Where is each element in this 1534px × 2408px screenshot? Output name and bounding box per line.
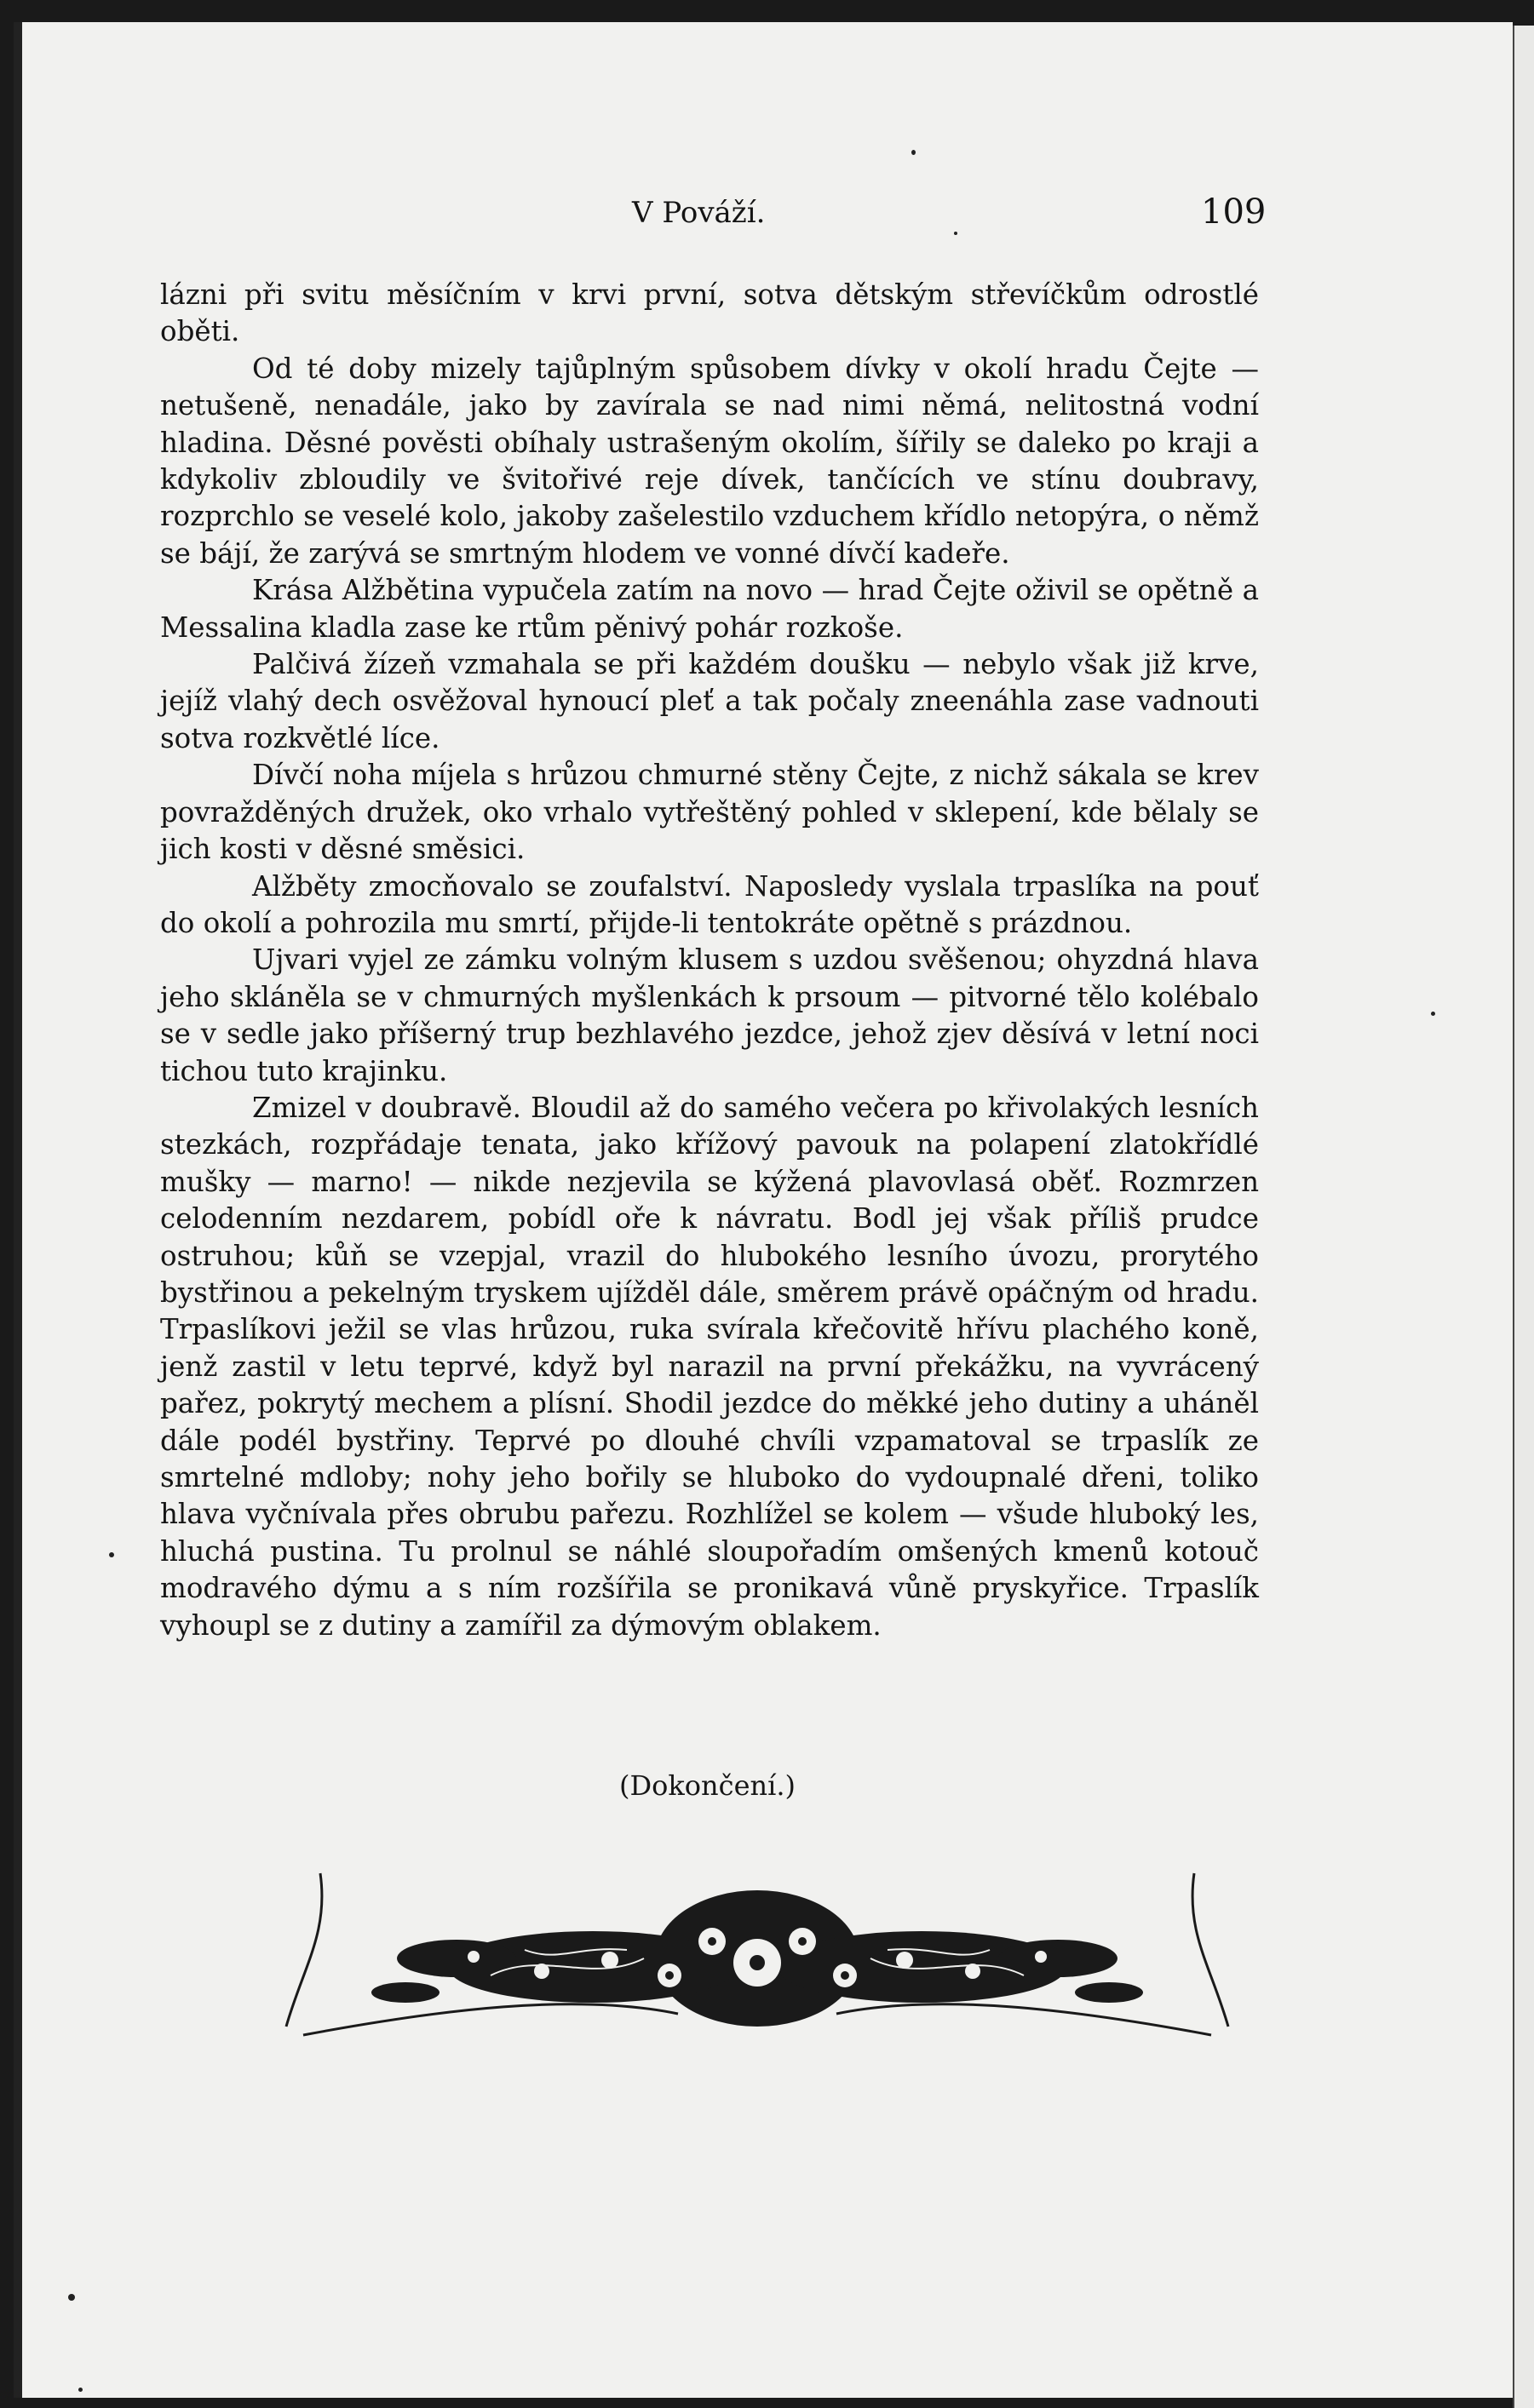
- signoff: [0, 1769, 1534, 1802]
- paragraph: Krása Alžbětina vypučela zatím na novo — hrad Čejte oživil se opětně a Messalina kladla zase ke rtům pěnivý pohár rozkoše.: [160, 574, 1259, 644]
- page-header: [0, 189, 1534, 240]
- speck: [68, 2294, 75, 2301]
- paragraph: Od té doby mizely tajůplným spůsobem dívky v okolí hradu Čejte — netušeně, nenadále, jako by zavírala se nad nimi němá, nelitostná vodní hladina. Děsné pověsti obíhaly ustrašeným okolím, šířily se daleko po kraji a kdykoliv zbloudily ve švitořivé reje dívek, tančících ve stínu doubravy, rozprchlo se veselé kolo, jakoby zašelestilo vzduchem křídlo netopýra, o němž se bájí, že zarývá se smrtným hlodem ve vonné dívčí kadeře.: [160, 352, 1259, 570]
- page-number: 109: [1201, 192, 1267, 232]
- paragraph: Ujvari vyjel ze zámku volným klusem s uzdou svěšenou; ohyzdná hlava jeho skláněla se v chmurných myšlenkách k prsoum — pitvorné tělo kolébalo se v sedle jako příšerný trup bezhlavého jezdce, jehož zjev děsívá v letní noci tichou tuto krajinku.: [160, 943, 1259, 1087]
- speck: [911, 150, 916, 155]
- facing-page-edge: [1513, 26, 1534, 2408]
- paragraph: Palčivá žízeň vzmahala se při každém doušku — nebylo však již krve, jejíž vlahý dech osvěžoval hynoucí pleť a tak počaly zneenáhla zase vadnouti sotva rozkvětlé líce.: [160, 648, 1259, 754]
- paragraph: Dívčí noha míjela s hrůzou chmurné stěny Čejte, z nichž sákala se krev povražděných družek, oko vrhalo vytřeštěný pohled v sklepení, kde bělaly se jich kosti v děsné směsici.: [160, 759, 1259, 866]
- speck: [78, 2388, 83, 2392]
- speck: [1431, 1012, 1435, 1016]
- speck: [109, 1552, 114, 1557]
- running-head: V Pováží.: [632, 196, 766, 230]
- body-text: [160, 277, 1259, 1644]
- paragraph: lázni při svitu měsíčním v krvi první, sotva dětským střevíčkům odrostlé oběti.: [160, 278, 1259, 348]
- floral-vignette-icon: [269, 1865, 1245, 2044]
- paragraph: Alžběty zmocňovalo se zoufalství. Naposledy vyslala trpaslíka na pouť do okolí a pohrozila mu smrtí, přijde-li tentokráte opětně s prázdnou.: [160, 869, 1259, 939]
- paragraph: Zmizel v doubravě. Bloudil až do samého večera po křivolakých lesních stezkách, rozpřádaje tenata, jako křížový pavouk na polapení zlatokřídlé mušky — marno! — nikde nezjevila se kýžená plavovlasá oběť. Rozmrzen celodenním nezdarem, pobídl oře k návratu. Bodl jej však příliš prudce ostruhou; kůň se vzepjal, vrazil do hlubokého lesního úvozu, prorytého bystřinou a pekelným tryskem ujížděl dále, směrem právě opáčným od hradu. Trpaslíkovi ježil se vlas hrůzou, ruka svírala křečovitě hřívu plachého koně, jenž zastil v letu teprvé, když byl narazil na první překážku, na vyvrácený pařez, pokrytý mechem a plísní. Shodil jezdce do měkké jeho dutiny a uháněl dále podél bystřiny. Teprvé po dlouhé chvíli vzpamatoval se trpaslík ze smrtelné mdloby; nohy jeho bořily se hluboko do vydoupnalé dřeni, toliko hlava vyčnívala přes obrubu pařezu. Rozhlížel se kolem — všude hluboký les, hluchá pustina. Tu prolnul se náhlé sloupořadím omšených kmenů kotouč modravého dýmu a s ním rozšířila se pronikavá vůně pryskyřice. Trpaslík vyhoupl se z dutiny a zamířil za dýmovým oblakem.: [160, 1091, 1259, 1642]
- signoff-text: (Dokončení.): [618, 1769, 796, 1802]
